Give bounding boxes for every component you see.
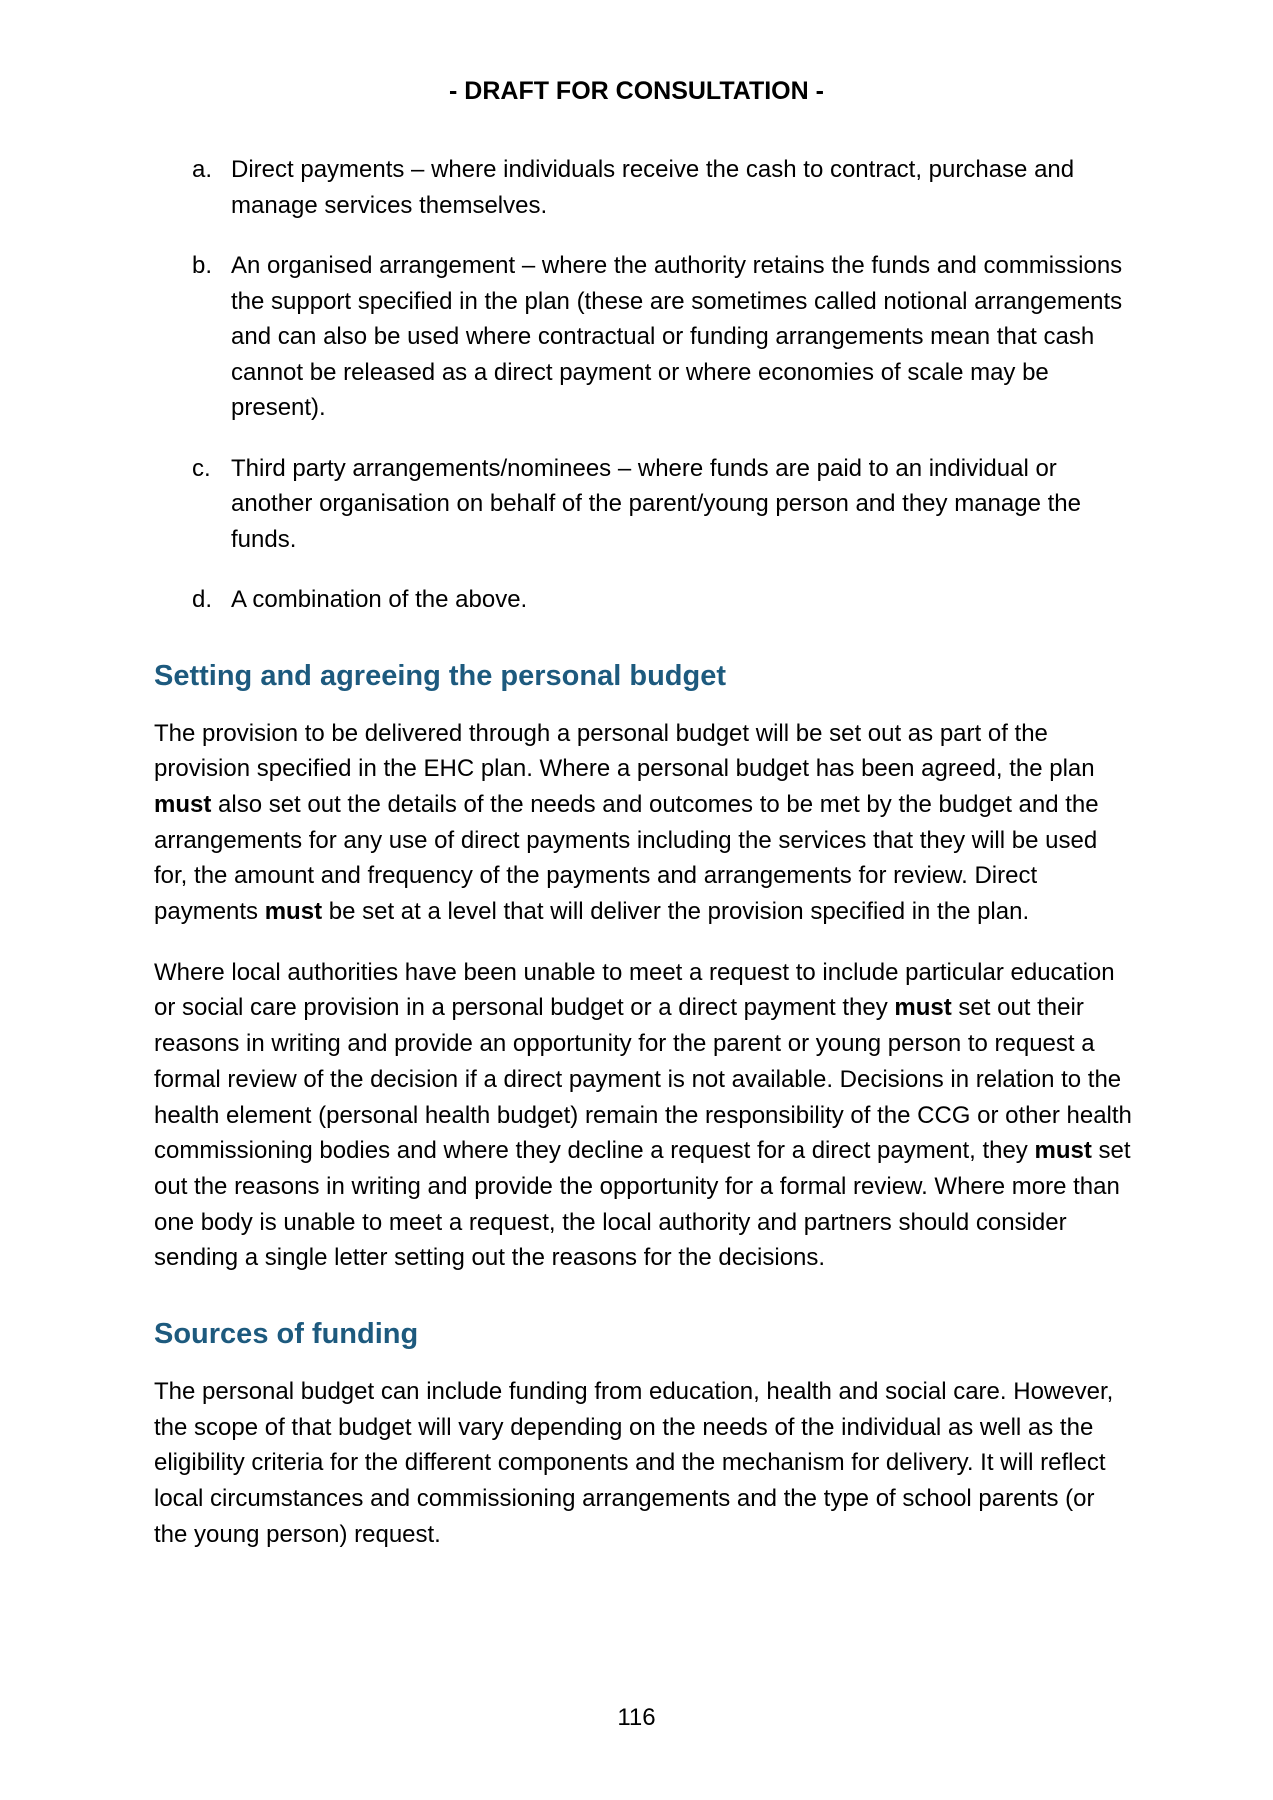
emphasis-must: must xyxy=(264,898,323,926)
paragraph-funding-scope xyxy=(154,1374,1134,1553)
funding-arrangements-list xyxy=(154,152,1134,618)
text-segment: set out their reasons in writing and provide an opportunity for the parent or young person to request a formal review of the decision if a direct payment is not available. Decisions in relation to the health element (personal health budget) remain the responsibility of the CCG or other health commissioning bodies and where they decline a request for a direct payment, they xyxy=(154,994,1132,1165)
list-marker: b. xyxy=(192,252,213,279)
list-item-text: Direct payments – where individuals receive the cash to contract, purchase and manage services themselves. xyxy=(231,156,1075,219)
emphasis-must: must xyxy=(1034,1137,1092,1165)
text-segment: also set out the details of the needs and outcomes to be met by the budget and the arrangements for any use of direct payments including the services that they will be used for, the amount and frequency of the payments and arrangements for review. Direct payments xyxy=(154,790,1099,926)
text-segment: The personal budget can include funding from education, health and social care. However, the scope of that budget will vary depending on the needs of the individual as well as the eligibility criteria for the different components and the mechanism for delivery. It will reflect local circumstances and commissioning arrangements and the type of school parents (or the young person) request. xyxy=(154,1378,1114,1548)
list-item xyxy=(154,248,1134,426)
paragraph-provision xyxy=(154,716,1134,930)
list-marker: d. xyxy=(192,586,213,613)
list-item-text: Third party arrangements/nominees – where funds are paid to an individual or another organisation on behalf of the parent/young person and they manage the funds. xyxy=(231,454,1081,553)
list-item xyxy=(154,152,1134,223)
emphasis-must: must xyxy=(894,994,952,1022)
section-heading-sources-of-funding: Sources of funding xyxy=(154,1318,419,1351)
list-item xyxy=(154,582,1134,618)
page-number: 116 xyxy=(617,1704,656,1731)
text-segment: Where local authorities have been unable to meet a request to include particular education or social care provision in a personal budget or a direct payment they xyxy=(154,958,1115,1022)
list-marker: c. xyxy=(192,454,211,482)
emphasis-must: must xyxy=(154,790,212,818)
text-segment: set out the reasons in writing and provide the opportunity for a formal review. Where more than one body is unable to meet a request, the local authority and partners should consider sending a single letter setting out the reasons for the decisions. xyxy=(154,1137,1131,1272)
list-item xyxy=(154,451,1134,558)
list-item-text: A combination of the above. xyxy=(231,586,528,613)
page-header-draft-notice: - DRAFT FOR CONSULTATION - xyxy=(449,77,824,105)
text-segment: be set at a level that will deliver the provision specified in the plan. xyxy=(322,898,1030,926)
list-marker: a. xyxy=(192,156,213,183)
document-body xyxy=(154,152,1134,1578)
text-segment: The provision to be delivered through a personal budget will be set out as part of the provision specified in the EHC plan. Where a personal budget has been agreed, the plan xyxy=(154,719,1095,783)
section-heading-setting-budget: Setting and agreeing the personal budget xyxy=(154,659,726,692)
paragraph-unable-to-meet-request xyxy=(154,955,1134,1276)
list-item-text: An organised arrangement – where the authority retains the funds and commissions the support specified in the plan (these are sometimes called notional arrangements and can also be used where contractual or funding arrangements mean that cash cannot be released as a direct payment or where economies of scale may be present). xyxy=(231,252,1123,421)
